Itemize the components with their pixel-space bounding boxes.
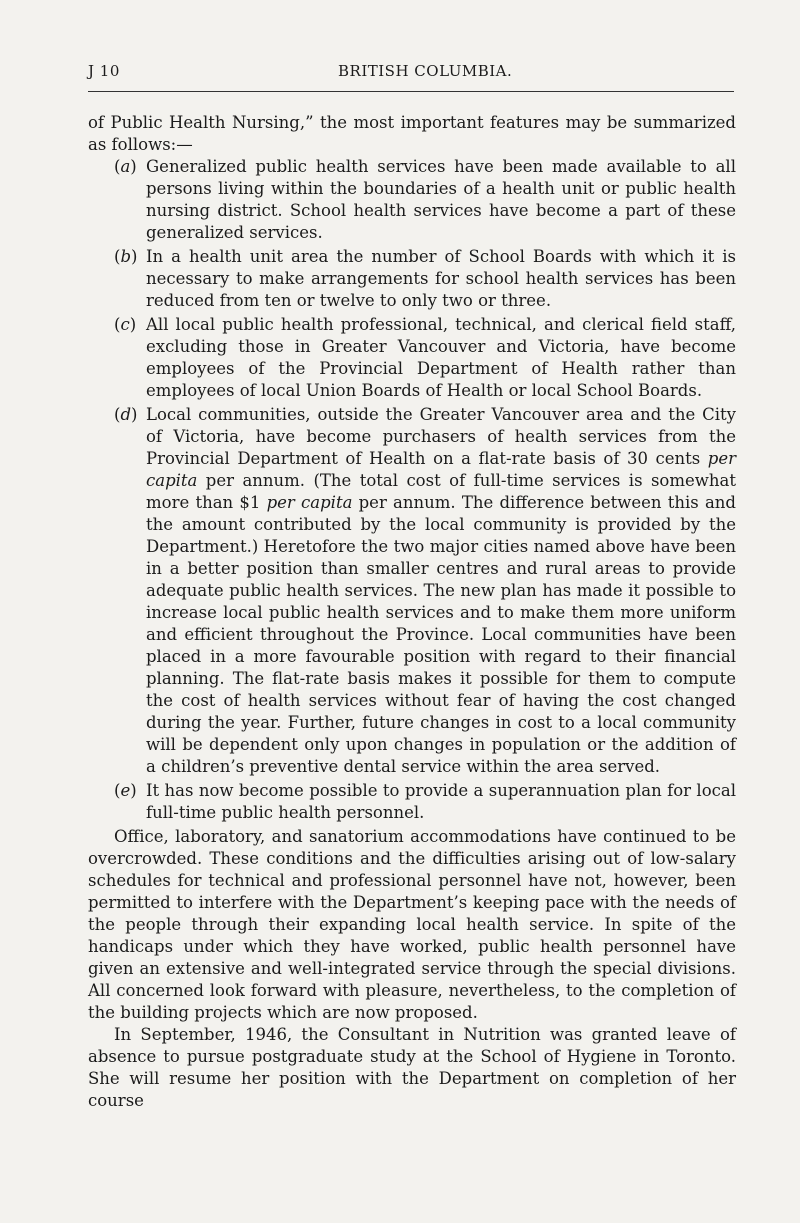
body-paragraph: In September, 1946, the Consultant in Nutrition was granted leave of absence to pursue postgraduate study at the School of Hygiene in Toronto. She will resume her position with the Department on completion of her course: [88, 1025, 736, 1110]
page-header: [88, 62, 736, 84]
list-item-e: [114, 780, 736, 824]
running-title: BRITISH COLUMBIA.: [338, 62, 513, 80]
item-text: All local public health professional, technical, and clerical field staff, excluding those in Greater Vancouver and Victoria, have become employees of the Provincial Department of Health rather than employees of local Union Boards of Health or local School Boards.: [146, 315, 736, 400]
item-text: Local communities, outside the Greater Vancouver area and the City of Victoria, have become purchasers of health services from the Provincial Department of Health on a flat-rate basis of 30 cents per capita per annum. (The total cost of full-time services is somewhat more than $1 per capita per annum. The difference between this and the amount contributed by the local community is provided by the Department.) Heretofore the two major cities named above have been in a better position than smaller centres and rural areas to provide adequate public health services. The new plan has made it possible to increase local public health services and to make them more uniform and efficient throughout the Province. Local communities have been placed in a more favourable position with regard to their financial planning. The flat-rate basis makes it possible for them to compute the cost of health services without fear of having the cost changed during the year. Further, future changes in cost to a local community will be dependent only upon changes in population or the addition of a children’s preventive dental service within the area served.: [146, 405, 736, 776]
list-item-d: [114, 404, 736, 778]
list-item-b: [114, 246, 736, 312]
item-label: (c): [114, 315, 137, 334]
header-rule: [88, 91, 734, 92]
item-text: It has now become possible to provide a superannuation plan for local full-time public health personnel.: [146, 781, 736, 822]
intro-paragraph: of Public Health Nursing,” the most important features may be summarized as follows:—: [88, 113, 736, 154]
item-label: (b): [114, 247, 138, 266]
list-item-a: [114, 156, 736, 244]
body-text: [88, 112, 736, 1112]
item-label: (a): [114, 157, 137, 176]
item-text: In a health unit area the number of School Boards with which it is necessary to make arrangements for school health services has been reduced from ten or twelve to only two or three.: [146, 247, 736, 310]
item-label: (e): [114, 781, 137, 800]
item-text: Generalized public health services have been made available to all persons living within the boundaries of a health unit or public health nursing district. School health services have become a part of these generalized services.: [146, 157, 736, 242]
list-item-c: [114, 314, 736, 402]
page-number: J 10: [88, 62, 120, 80]
document-page: [88, 62, 736, 1112]
body-paragraph: Office, laboratory, and sanatorium accommodations have continued to be overcrowded. These conditions and the difficulties arising out of low-salary schedules for technical and professional personnel have not, however, been permitted to interfere with the Department’s keeping pace with the needs of the people through their expanding local health service. In spite of the handicaps under which they have worked, public health personnel have given an extensive and well-integrated service through the special divisions. All concerned look forward with pleasure, nevertheless, to the completion of the building projects which are now proposed.: [88, 827, 736, 1022]
item-label: (d): [114, 405, 138, 424]
